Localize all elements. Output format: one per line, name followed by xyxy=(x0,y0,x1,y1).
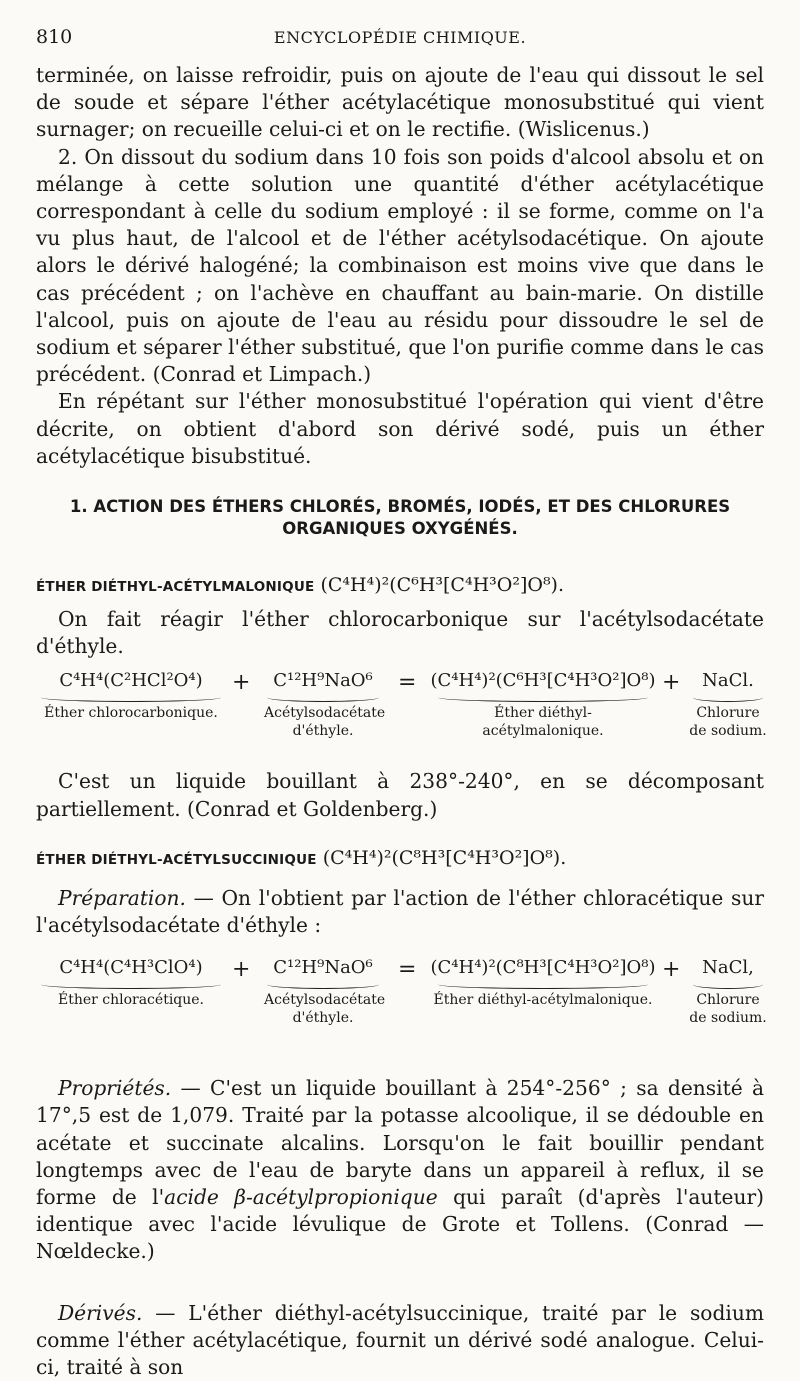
malonique-equation xyxy=(36,670,767,754)
properties-label: Propriétés. xyxy=(58,1076,172,1101)
eq2-equals: = xyxy=(398,957,417,983)
paragraph-1: terminée, on laisse refroidir, puis on ajoute de l'eau qui dissout le sel de soude et sépare l'éther acétylacétique monosubstitué qui vient surnager; on recueille celui-ci et on le rectifie. (Wislicenus.) xyxy=(36,63,764,142)
malonique-text: C'est un liquide bouillant à 238°-240°, en se décomposant partiellement. (Conrad et Goldenberg.) xyxy=(36,769,764,821)
succinique-heading: ÉTHER DIÉTHYL-ACÉTYLSUCCINIQUE xyxy=(36,851,317,868)
eq1-formula-2: C¹²H⁹NaO⁶ xyxy=(273,670,373,692)
eq1-plus-2: + xyxy=(662,670,681,696)
eq1-label-3: Éther diéthyl-acétylmalonique. xyxy=(482,705,604,740)
derives-label: Dérivés. xyxy=(58,1300,143,1325)
eq1-label-4: Chlorure de sodium. xyxy=(689,705,767,740)
eq2-brace-4 xyxy=(693,980,763,989)
eq2-term-2 xyxy=(258,957,388,1027)
page-number: 810 xyxy=(36,26,73,48)
properties-italic-term: acide β-acétylpropionique xyxy=(164,1185,438,1210)
eq2-label-1: Éther chloracétique. xyxy=(57,992,205,1009)
malonique-heading-line xyxy=(36,572,764,600)
eq1-formula-3: (C⁴H⁴)²(C⁶H³[C⁴H³O²]O⁸) xyxy=(430,670,656,692)
eq2-term-1 xyxy=(36,957,226,1009)
succinique-preparation xyxy=(36,885,764,939)
eq1-term-2 xyxy=(258,670,388,740)
page xyxy=(36,26,767,1381)
preparation-label: Préparation. xyxy=(58,885,186,910)
eq2-formula-4: NaCl, xyxy=(702,957,754,979)
page-header xyxy=(36,26,764,56)
eq1-label-1: Éther chlorocarbonique. xyxy=(44,705,218,722)
malonique-intro: On fait réagir l'éther chlorocarbonique sur l'acétylsodacétate d'éthyle. xyxy=(36,607,764,659)
eq2-plus-1: + xyxy=(232,957,251,983)
eq1-label-2: Acétylsodacétate d'éthyle. xyxy=(264,705,386,740)
eq2-label-3: Éther diéthyl-acétylmalonique. xyxy=(433,992,653,1009)
eq2-term-3 xyxy=(428,957,658,1009)
eq1-brace-2 xyxy=(267,693,379,702)
malonique-heading: ÉTHER DIÉTHYL-ACÉTYLMALONIQUE xyxy=(36,579,315,596)
eq1-brace-1 xyxy=(41,693,221,702)
succinique-formula: (C⁴H⁴)²(C⁸H³[C⁴H³O²]O⁸). xyxy=(322,846,567,869)
derives-text: — L'éther diéthyl-acétylsuccinique, traité par le sodium comme l'éther acétylacétique, fournit un dérivé sodé analogue. Celui-ci, traité à son xyxy=(36,1300,764,1380)
eq1-term-4 xyxy=(686,670,770,740)
eq2-formula-3: (C⁴H⁴)²(C⁸H³[C⁴H³O²]O⁸) xyxy=(430,957,656,979)
eq2-term-4 xyxy=(686,957,770,1027)
properties-text-b: qui paraît (d'après l'auteur) identique avec l'acide lévulique de Grote et Tollens. (Conrad — Nœldecke.) xyxy=(36,1185,764,1264)
succinique-heading-line xyxy=(36,845,764,873)
eq2-formula-2: C¹²H⁹NaO⁶ xyxy=(273,957,373,979)
eq2-label-4: Chlorure de sodium. xyxy=(689,992,767,1027)
eq1-formula-4: NaCl. xyxy=(702,670,754,692)
malonique-formula: (C⁴H⁴)²(C⁶H³[C⁴H³O²]O⁸). xyxy=(320,574,565,597)
eq1-formula-1: C⁴H⁴(C²HCl²O⁴) xyxy=(59,670,203,692)
properties-text-a: — C'est un liquide bouillant à 254°-256° ; sa densité à 17°,5 est de 1,079. Traité par la potasse alcoolique, il se dédouble en acétate et succinate alcalins. Lorsqu'on le fait bouillir pendant longtemps avec de l'eau de baryte dans un appareil à reflux, il se forme de l' xyxy=(36,1076,764,1210)
eq2-brace-1 xyxy=(41,980,221,989)
eq1-plus-1: + xyxy=(232,670,251,696)
eq1-brace-3 xyxy=(438,693,648,702)
succinique-equation xyxy=(36,957,767,1041)
section-title: 1. ACTION DES ÉTHERS CHLORÉS, BROMÉS, IODÉS, ET DES CHLORURES ORGANIQUES OXYGÉNÉS. xyxy=(69,497,731,539)
eq1-brace-4 xyxy=(693,693,763,702)
paragraph-3: En répétant sur l'éther monosubstitué l'opération qui vient d'être décrite, on obtient d'abord son dérivé sodé, puis un éther acétylacétique bisubstitué. xyxy=(36,389,764,468)
eq1-term-1 xyxy=(36,670,226,722)
eq2-brace-2 xyxy=(267,980,379,989)
paragraph-2: 2. On dissout du sodium dans 10 fois son poids d'alcool absolu et on mélange à cette solution une quantité d'éther acétylacétique correspondant à celle du sodium employé : il se forme, comme on l'a vu plus haut, de l'alcool et de l'éther acétylsodacétique. On ajoute alors le dérivé halogéné; la combinaison est moins vive que dans le cas précédent ; on l'achève en chauffant au bain-marie. On distille l'alcool, puis on ajoute de l'eau au résidu pour dissoudre le sel de sodium et séparer l'éther substitué, que l'on purifie comme dans le cas précédent. (Conrad et Limpach.) xyxy=(36,144,764,387)
succinique-properties xyxy=(36,1075,764,1265)
eq2-formula-1: C⁴H⁴(C⁴H³ClO⁴) xyxy=(59,957,203,979)
eq2-label-2: Acétylsodacétate d'éthyle. xyxy=(264,992,386,1027)
running-title: ENCYCLOPÉDIE CHIMIQUE. xyxy=(273,28,527,47)
eq2-plus-2: + xyxy=(662,957,681,983)
eq1-equals: = xyxy=(398,670,417,696)
preparation-text: — On l'obtient par l'action de l'éther chloracétique sur l'acétylsodacétate d'éthyle : xyxy=(36,885,764,938)
eq2-brace-3 xyxy=(438,980,648,989)
eq1-term-3 xyxy=(428,670,658,740)
